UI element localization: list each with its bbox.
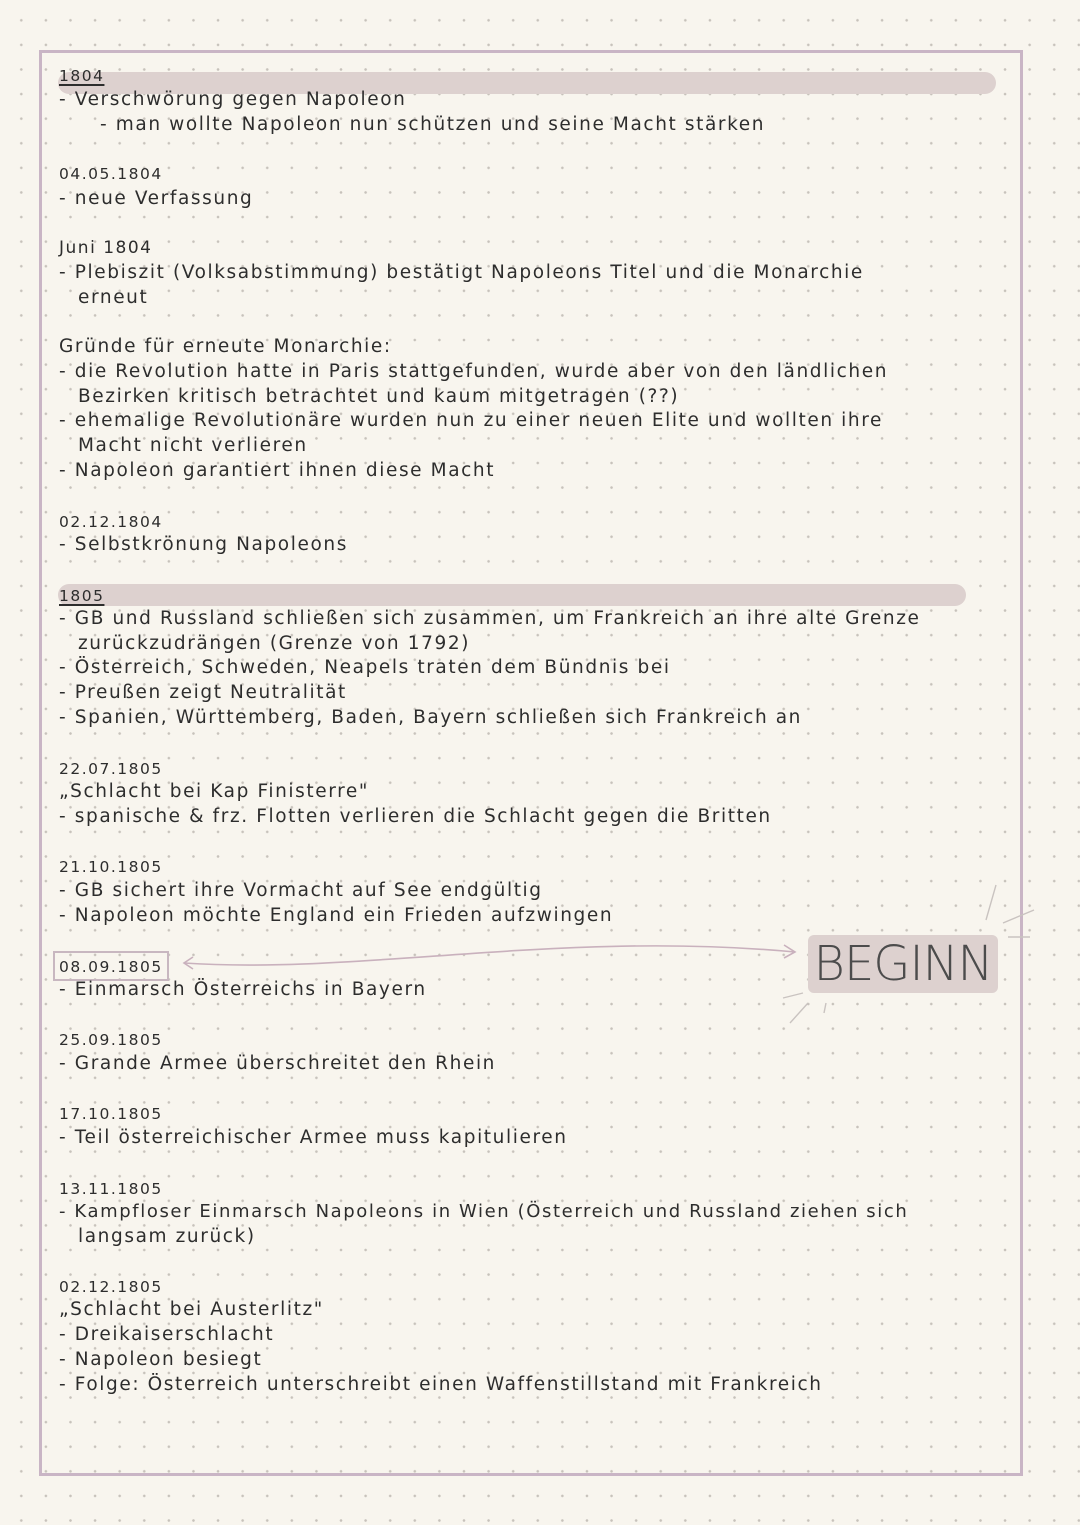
date-label: 04.05.1804 xyxy=(59,165,163,183)
date-label: 08.09.1805 xyxy=(59,958,163,976)
date-label: 22.07.1805 xyxy=(59,760,163,778)
note-line: - die Revolution hatte in Paris stattgefunden, wurde aber von den ländlichen xyxy=(59,361,889,382)
note-line: - Österreich, Schweden, Neapels traten dem Bündnis bei xyxy=(59,657,671,678)
note-line: - spanische & frz. Flotten verlieren die Schlacht gegen die Britten xyxy=(59,806,772,827)
date-label: 13.11.1805 xyxy=(59,1180,163,1198)
note-line: - Napoleon möchte England ein Frieden aufzwingen xyxy=(59,905,614,926)
note-line: langsam zurück) xyxy=(78,1226,256,1247)
note-line: - Teil österreichischer Armee muss kapitulieren xyxy=(59,1127,568,1148)
note-line: - Spanien, Württemberg, Baden, Bayern schließen sich Frankreich an xyxy=(59,707,803,728)
note-line: - Plebiszit (Volksabstimmung) bestätigt Napoleons Titel und die Monarchie xyxy=(59,262,864,283)
note-line: - neue Verfassung xyxy=(59,188,254,209)
note-line: - Dreikaiserschlacht xyxy=(59,1324,275,1345)
date-label: 1805 xyxy=(59,587,105,605)
note-heading: Gründe für erneute Monarchie: xyxy=(59,336,392,357)
note-line: erneut xyxy=(78,287,149,308)
date-label: 02.12.1805 xyxy=(59,1278,163,1296)
note-line: - Napoleon garantiert ihnen diese Macht xyxy=(59,460,496,481)
note-line: Macht nicht verlieren xyxy=(78,435,308,456)
note-line: Bezirken kritisch betrachtet und kaum mitgetragen (??) xyxy=(78,386,680,407)
date-label: 17.10.1805 xyxy=(59,1105,163,1123)
note-line: - GB und Russland schließen sich zusammen, um Frankreich an ihre alte Grenze xyxy=(59,608,921,629)
date-label: 21.10.1805 xyxy=(59,858,163,876)
note-line: - Kampfloser Einmarsch Napoleons in Wien (Österreich und Russland ziehen sich xyxy=(59,1201,909,1222)
note-line: „Schlacht bei Kap Finisterre" xyxy=(59,781,369,802)
note-line: - Napoleon besiegt xyxy=(59,1349,263,1370)
note-line: - Einmarsch Österreichs in Bayern xyxy=(59,979,427,1000)
note-line: - Verschwörung gegen Napoleon xyxy=(59,89,407,110)
date-label: 1804 xyxy=(59,67,105,85)
date-label: Juni 1804 xyxy=(59,238,153,258)
note-line: - Selbstkrönung Napoleons xyxy=(59,534,348,555)
note-line: - GB sichert ihre Vormacht auf See endgültig xyxy=(59,880,543,901)
note-line: „Schlacht bei Austerlitz" xyxy=(59,1299,324,1320)
note-line: - Folge: Österreich unterschreibt einen Waffenstillstand mit Frankreich xyxy=(59,1374,823,1395)
callout-label: BEGINN xyxy=(813,936,993,992)
note-line: - man wollte Napoleon nun schützen und seine Macht stärken xyxy=(100,114,766,135)
note-line: - Grande Armee überschreitet den Rhein xyxy=(59,1053,497,1074)
date-label: 25.09.1805 xyxy=(59,1031,163,1049)
note-line: - Preußen zeigt Neutralität xyxy=(59,682,347,703)
note-line: zurückzudrängen (Grenze von 1792) xyxy=(78,633,471,654)
date-label: 02.12.1804 xyxy=(59,513,163,531)
note-line: - ehemalige Revolutionäre wurden nun zu einer neuen Elite und wollten ihre xyxy=(59,410,884,431)
